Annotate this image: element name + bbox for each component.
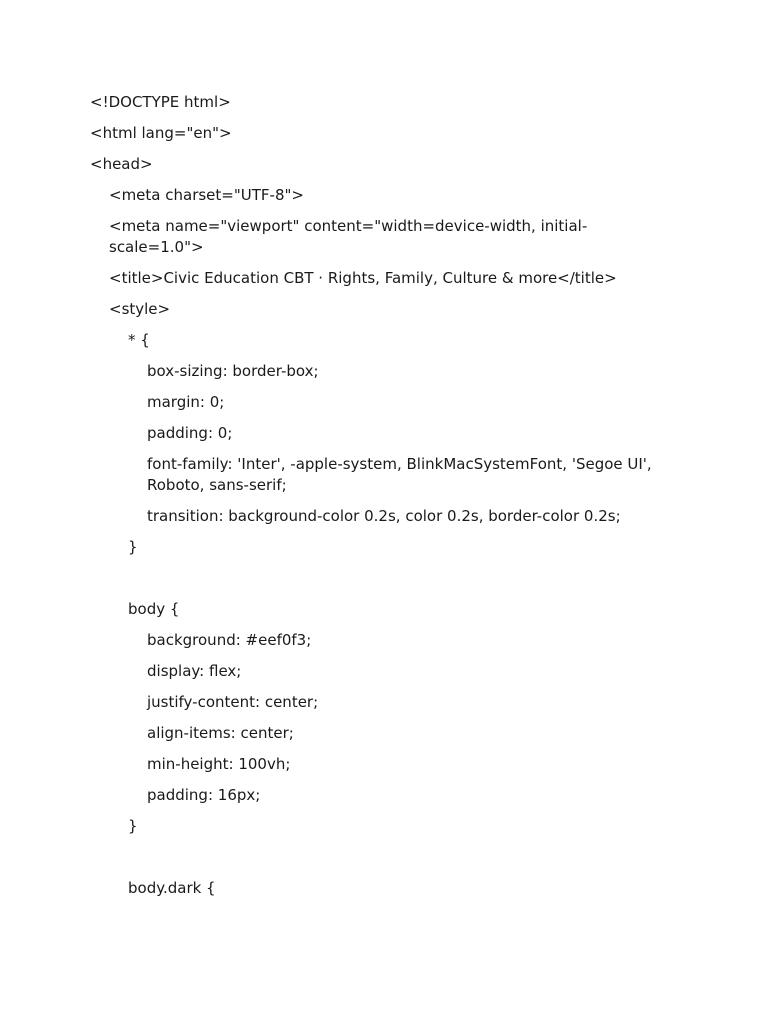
code-line: margin: 0;: [147, 393, 225, 411]
code-line: body {: [128, 600, 180, 618]
code-line: background: #eef0f3;: [147, 631, 312, 649]
code-line: <!DOCTYPE html>: [90, 93, 231, 111]
code-line: justify-content: center;: [147, 693, 319, 711]
code-listing: [90, 92, 670, 909]
code-line: <title>Civic Education CBT · Rights, Family, Culture & more</title>: [109, 269, 617, 287]
code-line: align-items: center;: [147, 724, 294, 742]
code-line: <meta charset="UTF-8">: [109, 186, 304, 204]
code-line: display: flex;: [147, 662, 242, 680]
code-line: <style>: [109, 300, 171, 318]
code-line: <html lang="en">: [90, 124, 232, 142]
code-line: box-sizing: border-box;: [147, 362, 319, 380]
code-line: }: [128, 538, 138, 556]
code-line: padding: 0;: [147, 424, 233, 442]
code-line: padding: 16px;: [147, 786, 261, 804]
blank-line: [90, 568, 670, 589]
code-line: <meta name="viewport" content="width=device-width, initial-scale=1.0">: [109, 217, 588, 256]
code-line: }: [128, 817, 138, 835]
code-line: font-family: 'Inter', -apple-system, BlinkMacSystemFont, 'Segoe UI', Roboto, sans-serif;: [147, 455, 657, 494]
code-line: min-height: 100vh;: [147, 755, 291, 773]
code-line: transition: background-color 0.2s, color 0.2s, border-color 0.2s;: [147, 507, 621, 525]
code-line: * {: [128, 331, 150, 349]
code-line: <head>: [90, 155, 153, 173]
code-line: body.dark {: [128, 879, 216, 897]
blank-line: [90, 847, 670, 868]
